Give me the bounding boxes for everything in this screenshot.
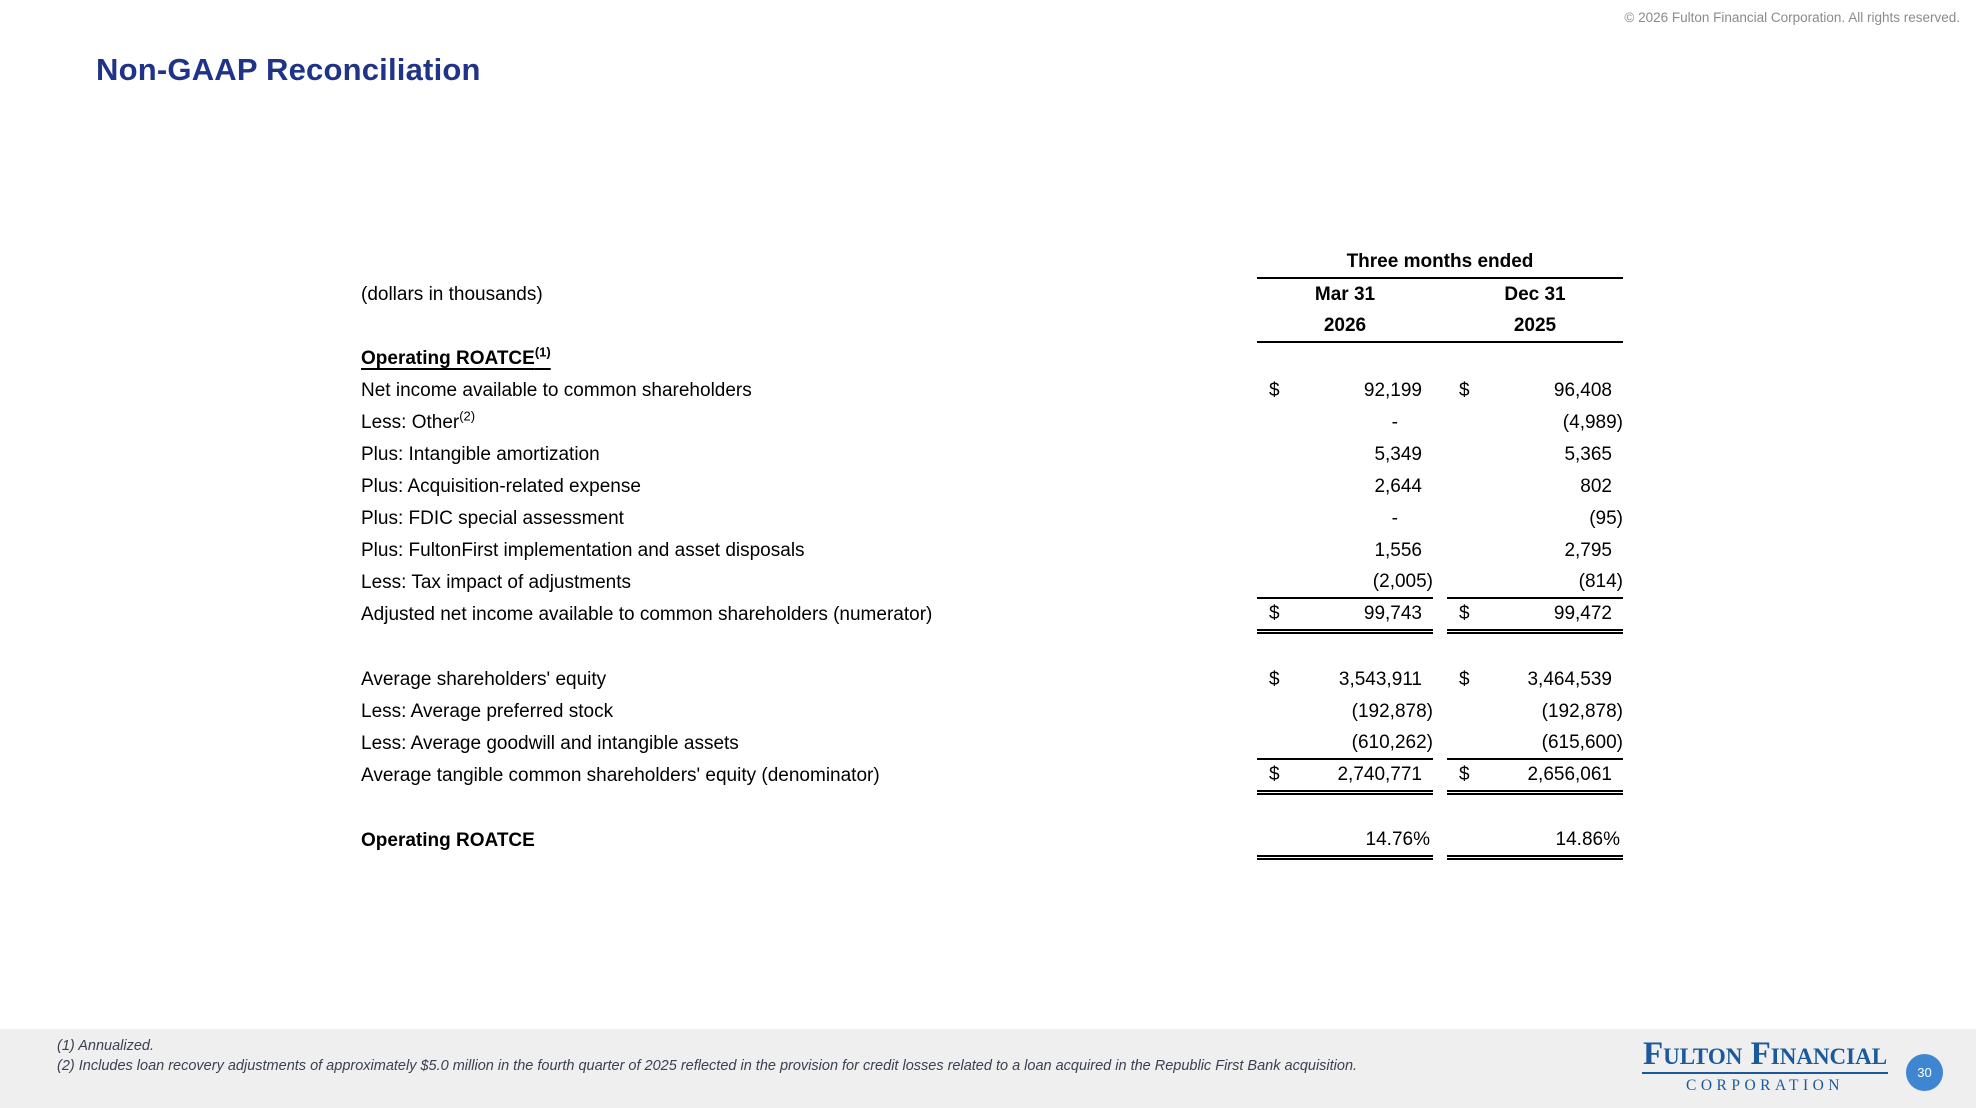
row-label: Plus: Acquisition-related expense [361,476,641,497]
table-row [361,728,1623,760]
dollar-sign: $ [1269,764,1280,785]
table-row [361,567,1623,599]
footnotes [57,1037,1357,1076]
period-header: Three months ended [1257,247,1623,279]
column-header-mar: Mar 31 [1314,284,1376,305]
value-mar: 92,199 [1363,380,1422,401]
table-header-month-row [361,279,1623,311]
value-dec: 3,464,539 [1527,669,1612,690]
table-row [361,535,1623,567]
fulton-financial-logo [1642,1038,1888,1095]
footnote-1: (1) Annualized. [57,1038,154,1054]
value-dec: 2,795 [1564,540,1612,561]
row-label: Less: Tax impact of adjustments [361,572,631,593]
value-mar: (2,005) [1372,571,1433,592]
footnote-ref-1: (1) [534,344,551,360]
table-row-result [361,825,1623,857]
column-year-2025: 2025 [1513,315,1557,336]
logo-subtitle: CORPORATION [1685,1077,1844,1094]
table-row [361,664,1623,696]
table-row-subtotal [361,599,1623,631]
section-header-operating-roatce: Operating ROATCE$^{(1)}$ [361,344,551,369]
value-dec: (615,600) [1541,732,1623,753]
table-row [361,471,1623,503]
row-label: Less: Average goodwill and intangible assets [361,733,739,754]
value-mar: 99,743 [1363,603,1422,624]
value-dec: (814) [1578,571,1623,592]
value-mar: (192,878) [1351,701,1433,722]
value-dec: 96,408 [1553,380,1612,401]
value-dec: (4,989) [1562,412,1623,433]
table-row [361,439,1623,471]
spacer-row [361,792,1623,825]
footnote-ref-2: (2) [459,408,476,424]
value-mar: 14.76% [1365,829,1430,850]
dollar-sign: $ [1269,669,1280,690]
value-dec: 5,365 [1564,444,1612,465]
value-dec: (192,878) [1541,701,1623,722]
row-label: Net income available to common shareholders [361,380,752,401]
row-label: Less: Average preferred stock [361,701,614,722]
value-mar: 2,644 [1374,476,1422,497]
value-mar: - [1391,508,1398,529]
value-dec: 2,656,061 [1527,764,1612,785]
table-row [361,503,1623,535]
dollar-sign: $ [1459,603,1470,624]
row-label: Average tangible common shareholders' equity (denominator) [361,765,880,786]
spacer-row [361,631,1623,664]
copyright-notice: © 2026 Fulton Financial Corporation. All rights reserved. [1624,10,1960,25]
table-header-period-row [361,247,1623,279]
table-row [361,696,1623,728]
value-mar: (610,262) [1351,732,1433,753]
value-mar: 1,556 [1374,540,1422,561]
value-mar: 5,349 [1374,444,1422,465]
column-year-2026: 2026 [1323,315,1367,336]
dollar-sign: $ [1459,380,1470,401]
table-row-subtotal [361,760,1623,792]
dollar-sign: $ [1269,380,1280,401]
dollar-sign: $ [1459,669,1470,690]
row-label: Plus: FultonFirst implementation and asset disposals [361,540,805,561]
row-label: Plus: FDIC special assessment [361,508,624,529]
row-label: Operating ROATCE [361,830,535,851]
value-mar: - [1391,412,1398,433]
page-number-badge: 30 [1906,1054,1943,1091]
footnote-2: (2) Includes loan recovery adjustments of approximately $5.0 million in the fourth quarter of 2025 reflected in the provision for credit losses related to a loan acquired in the Republic First Bank acquisition. [57,1057,1358,1074]
row-label: Less: Other$^{(2)}$ [361,408,476,433]
section-header-row [361,343,1623,375]
units-label: (dollars in thousands) [361,284,543,305]
row-label: Plus: Intangible amortization [361,444,600,465]
row-label: Adjusted net income available to common shareholders (numerator) [361,604,933,625]
table-header-year-row [361,311,1623,343]
column-header-dec: Dec 31 [1504,284,1566,305]
value-dec: 99,472 [1553,603,1612,624]
table-row [361,407,1623,439]
logo-wordmark: Fulton Financial [1642,1036,1888,1072]
table-row [361,375,1623,407]
page-title: Non-GAAP Reconciliation [96,52,481,87]
value-dec: 802 [1580,476,1612,497]
row-label: Average shareholders' equity [361,669,607,690]
value-dec: (95) [1589,508,1623,529]
value-mar: 3,543,911 [1338,669,1422,690]
value-dec: 14.86% [1555,829,1620,850]
non-gaap-reconciliation-table [361,247,1623,857]
dollar-sign: $ [1269,603,1280,624]
value-mar: 2,740,771 [1337,764,1422,785]
dollar-sign: $ [1459,764,1470,785]
